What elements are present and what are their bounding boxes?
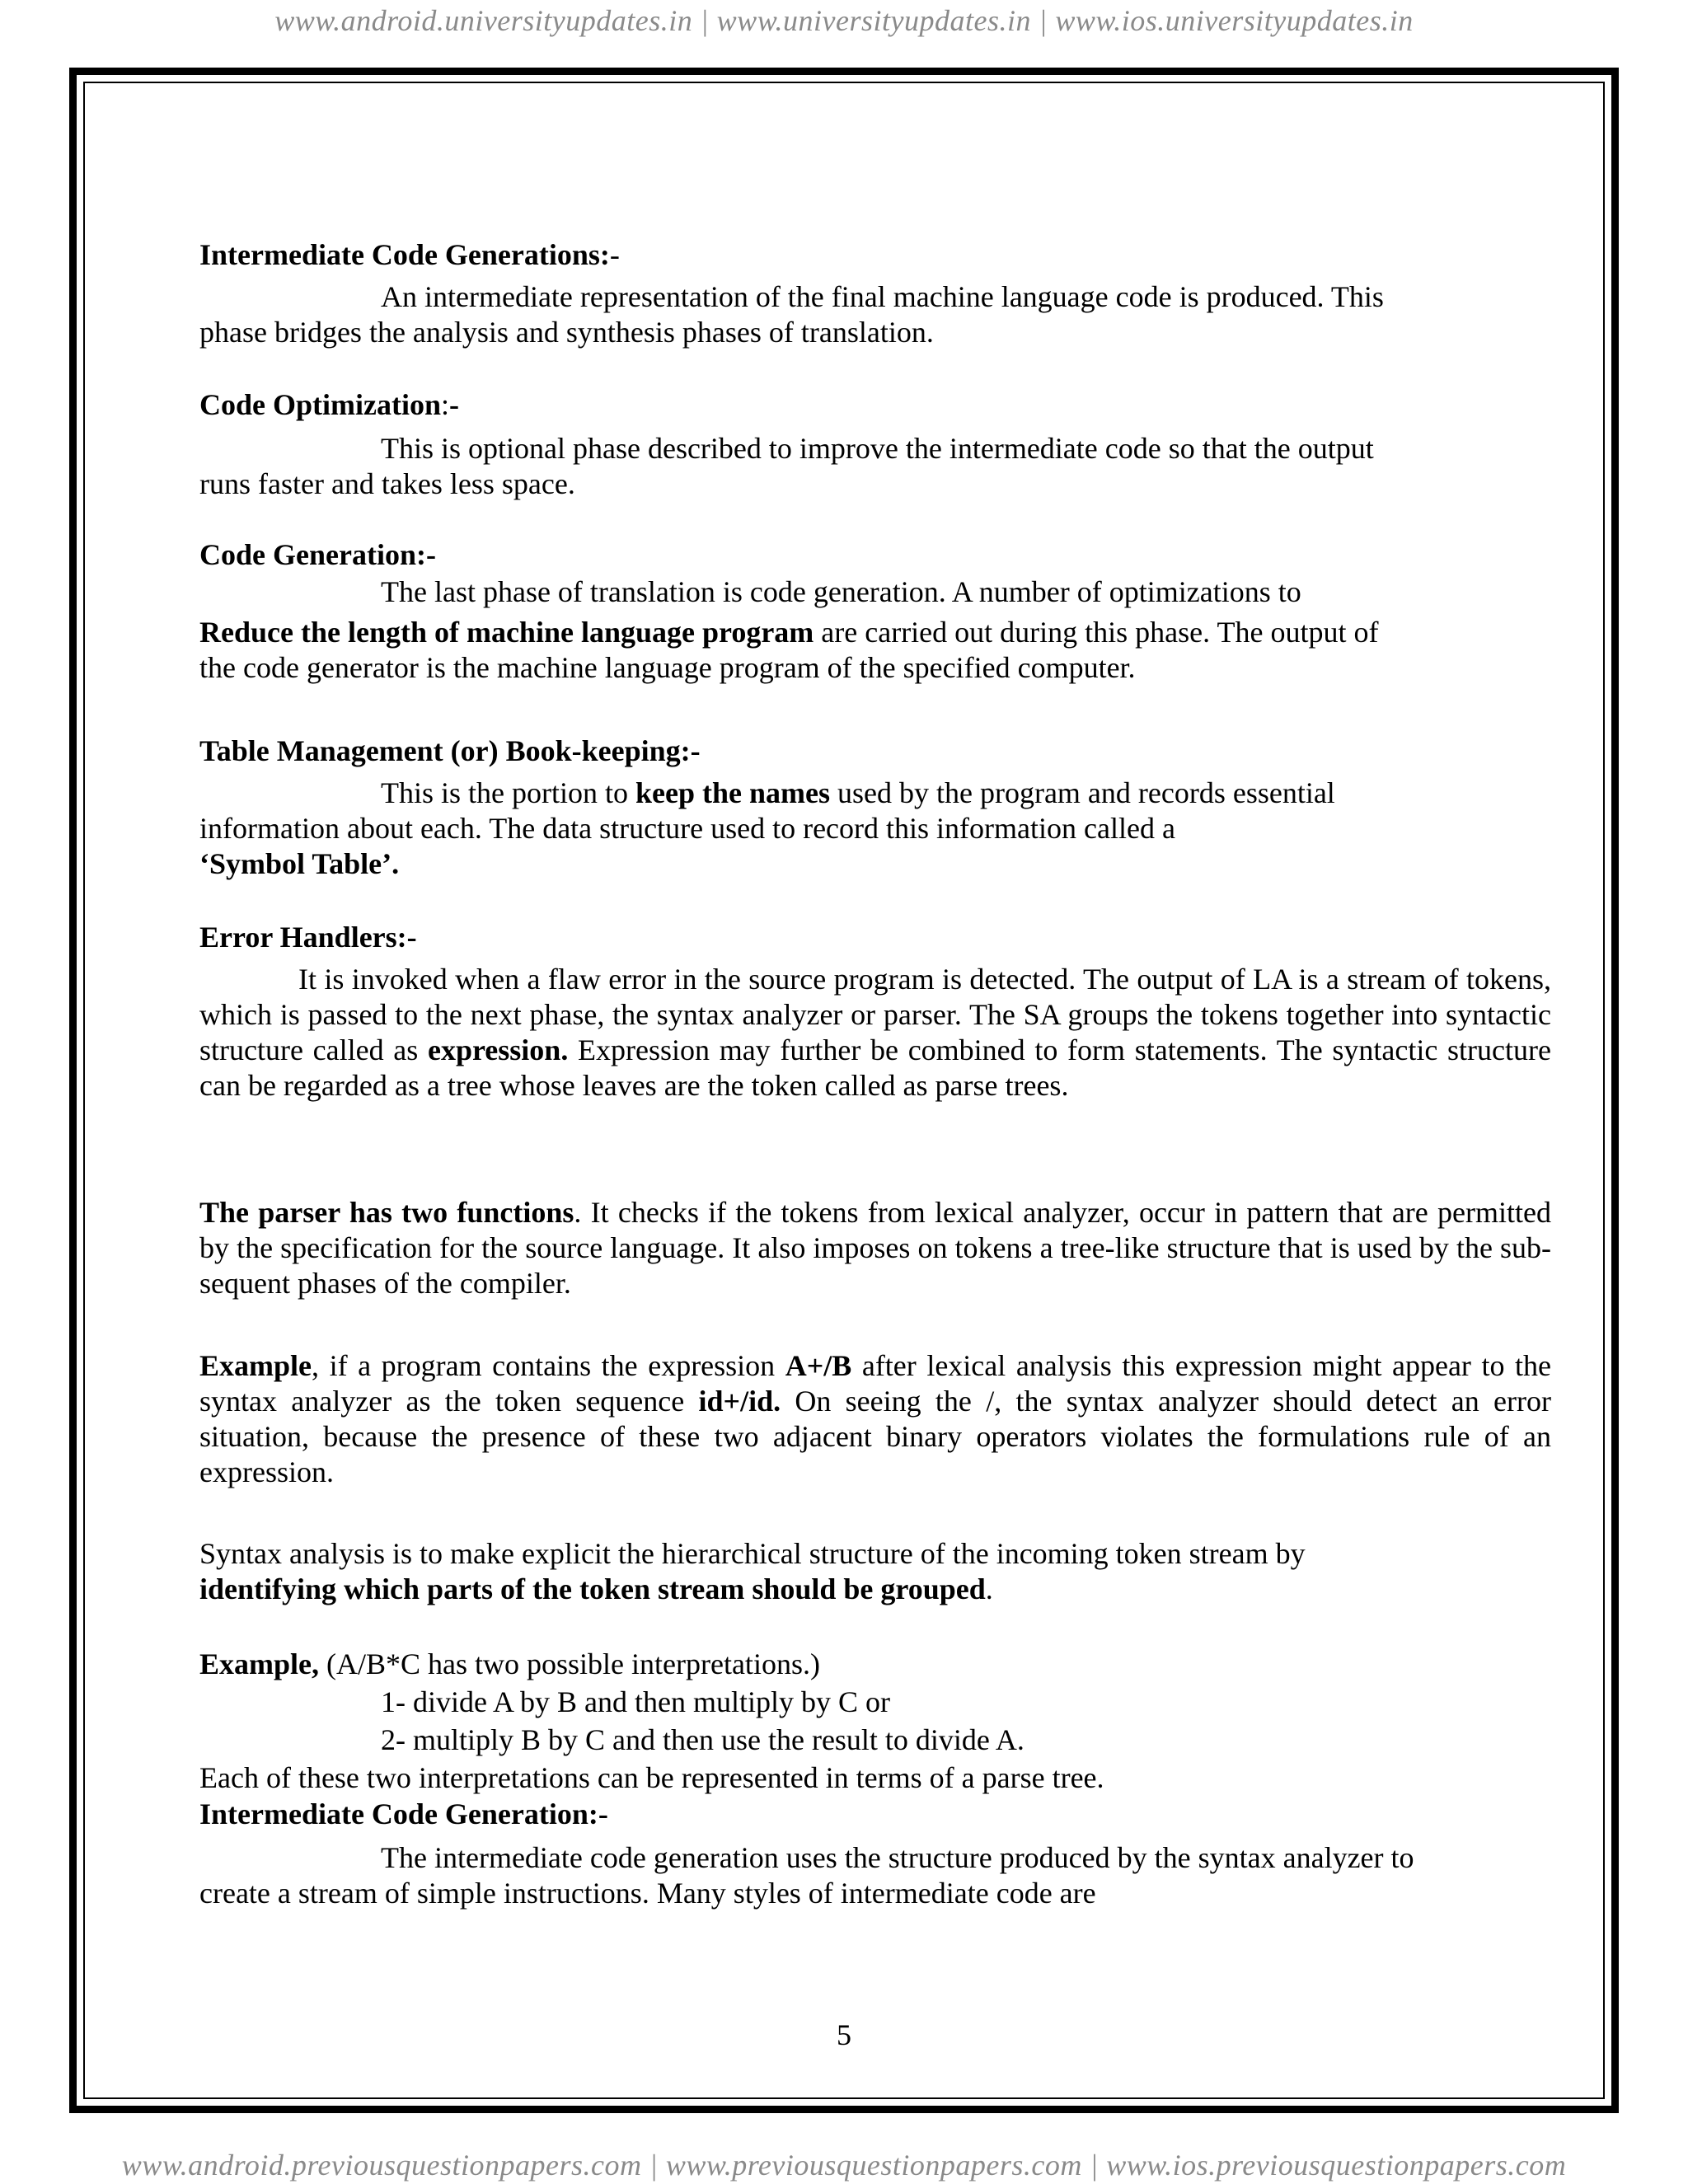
section-heading: Intermediate Code Generations:- — [199, 238, 620, 271]
section-heading: Code Generation:- — [199, 538, 436, 571]
paragraph-line: information about each. The data structure used to record this information called a — [199, 812, 1175, 845]
paragraph-line: create a stream of simple instructions. Many styles of intermediate code are — [199, 1877, 1096, 1910]
paragraph-line: An intermediate representation of the final machine language code is produced. This — [381, 280, 1384, 313]
paragraph-line: phase bridges the analysis and synthesis phases of translation. — [199, 316, 934, 349]
paragraph-line: Example, (A/B*C has two possible interpretations.) — [199, 1647, 820, 1680]
paragraph-line: runs faster and takes less space. — [199, 467, 575, 500]
paragraph-line: The last phase of translation is code generation. A number of optimizations to — [381, 575, 1301, 608]
list-item: 1- divide A by B and then multiply by C or — [381, 1685, 890, 1718]
paragraph-parser: The parser has two functions. It checks if the tokens from lexical analyzer, occur in pattern that are permitted by the specification for the source language. It also imposes on tokens a tree-like structure that is used by the sub-sequent phases of the compiler. — [199, 1196, 1551, 1300]
paragraph-line: This is optional phase described to improve the intermediate code so that the output — [381, 432, 1374, 465]
paragraph-example-interpretations — [199, 1647, 1551, 1796]
section-heading: Table Management (or) Book-keeping:- — [199, 734, 701, 767]
section-error-handlers — [199, 920, 1551, 1104]
paragraph-line: identifying which parts of the token stream should be grouped. — [199, 1572, 993, 1605]
bottom-watermark: www.android.previousquestionpapers.com | www.previousquestionpapers.com | www.ios.previousquestionpapers.com — [121, 2149, 1567, 2182]
section-heading: Intermediate Code Generation:- — [199, 1797, 608, 1830]
section-intermediate-code-generations — [199, 237, 1551, 350]
paragraph-line: Syntax analysis is to make explicit the hierarchical structure of the incoming token stream by — [199, 1537, 1306, 1570]
section-heading: Code Optimization:- — [199, 388, 460, 421]
paragraph-line: This is the portion to keep the names used by the program and records essential — [381, 776, 1335, 809]
section-intermediate-code-generation — [199, 1797, 1551, 1911]
list-item: 2- multiply B by C and then use the result to divide A. — [381, 1723, 1025, 1756]
paragraph: It is invoked when a flaw error in the source program is detected. The output of LA is a stream of tokens, which is passed to the next phase, the syntax analyzer or parser. The SA groups the tokens together into syntactic structure called as expression. Expression may further be combined to form statements. The syntactic structure can be regarded as a tree whose leaves are the token called as parse trees. — [199, 963, 1551, 1102]
section-code-generation — [199, 537, 1551, 686]
paragraph-line: the code generator is the machine language program of the specified computer. — [199, 651, 1136, 684]
paragraph-example: Example, if a program contains the expression A+/B after lexical analysis this expression might appear to the syntax analyzer as the token sequence id+/id. On seeing the /, the syntax analyzer should detect an error situation, because the presence of these two adjacent binary operators violates the formulations rule of an expression. — [199, 1349, 1552, 1488]
top-watermark: www.android.universityupdates.in | www.universityupdates.in | www.ios.universityupdates.in — [274, 4, 1414, 37]
section-heading: Error Handlers:- — [199, 921, 417, 954]
paragraph-syntax-analysis — [199, 1536, 1551, 1607]
page-number: 5 — [837, 2018, 851, 2051]
section-table-management — [199, 733, 1551, 882]
section-code-optimization — [199, 387, 1551, 502]
paragraph-line: ‘Symbol Table’. — [199, 847, 400, 880]
paragraph-line: The intermediate code generation uses the structure produced by the syntax analyzer to — [381, 1841, 1414, 1874]
paragraph-line: Reduce the length of machine language program are carried out during this phase. The output of — [199, 616, 1379, 649]
paragraph-line: Each of these two interpretations can be represented in terms of a parse tree. — [199, 1761, 1104, 1794]
